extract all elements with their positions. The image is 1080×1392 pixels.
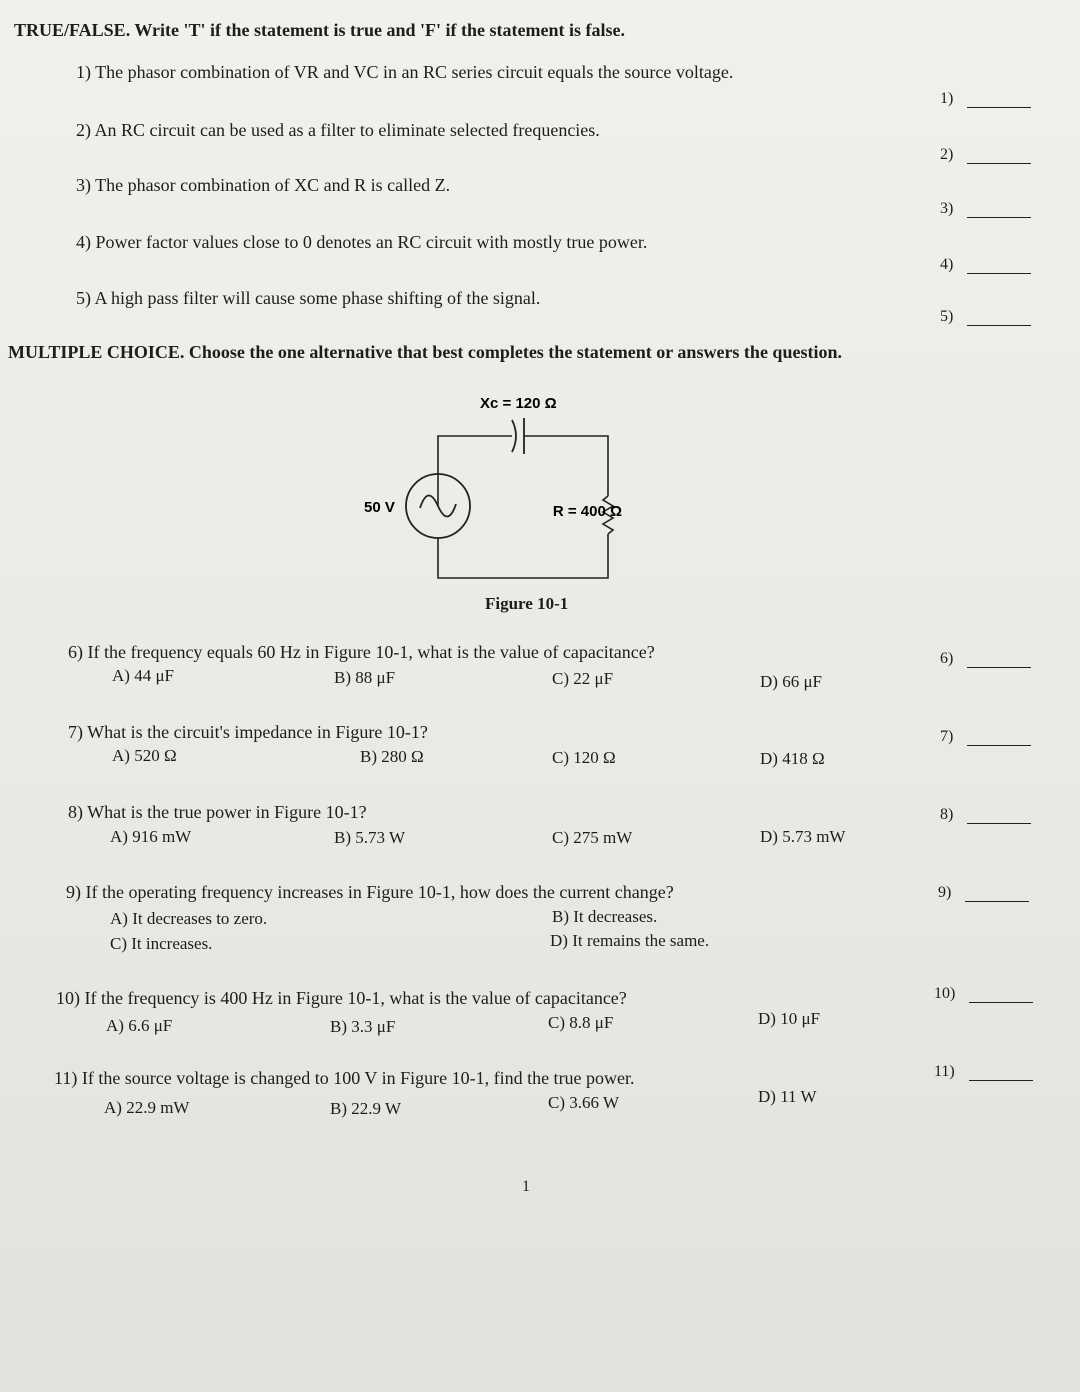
- option-b[interactable]: B) 5.73 W: [334, 828, 405, 847]
- tf-answer-1[interactable]: [940, 90, 1031, 108]
- mc-answer-9[interactable]: [938, 884, 1029, 902]
- answer-blank[interactable]: [967, 655, 1031, 668]
- xc-label: Xc = 120 Ω: [480, 395, 557, 412]
- option-b[interactable]: B) 3.3 μF: [330, 1017, 396, 1036]
- multiple-choice-heading: MULTIPLE CHOICE. Choose the one alternative that best completes the statement or answers the question.: [8, 342, 842, 362]
- tf-question-2: 2) An RC circuit can be used as a filter to eliminate selected frequencies.: [76, 120, 600, 140]
- option-a[interactable]: A) It decreases to zero.: [110, 909, 268, 928]
- option-d[interactable]: D) It remains the same.: [550, 931, 710, 950]
- answer-blank[interactable]: [969, 1068, 1033, 1081]
- mc-answer-7[interactable]: [940, 728, 1031, 746]
- mc-answer-11[interactable]: [934, 1063, 1033, 1081]
- page-number: 1: [522, 1178, 530, 1195]
- answer-number: 1): [940, 90, 954, 107]
- option-b[interactable]: B) It decreases.: [552, 907, 658, 926]
- mc-question-6: 6) If the frequency equals 60 Hz in Figure 10-1, what is the value of capacitance?: [68, 642, 655, 662]
- mc-answer-6[interactable]: [940, 650, 1031, 668]
- answer-number: 5): [940, 308, 954, 325]
- option-b[interactable]: B) 22.9 W: [330, 1099, 401, 1118]
- option-d[interactable]: D) 11 W: [758, 1087, 817, 1106]
- option-d[interactable]: D) 5.73 mW: [760, 827, 846, 846]
- option-d[interactable]: D) 10 μF: [758, 1009, 821, 1028]
- answer-blank[interactable]: [967, 261, 1031, 274]
- option-a[interactable]: A) 22.9 mW: [104, 1098, 190, 1117]
- option-a[interactable]: A) 6.6 μF: [106, 1016, 173, 1035]
- tf-question-5: 5) A high pass filter will cause some phase shifting of the signal.: [76, 288, 541, 308]
- option-a[interactable]: A) 520 Ω: [112, 746, 177, 765]
- answer-number: 8): [940, 806, 954, 823]
- option-c[interactable]: C) 8.8 μF: [548, 1013, 614, 1032]
- answer-blank[interactable]: [969, 990, 1033, 1003]
- mc-answer-8[interactable]: [940, 806, 1031, 824]
- answer-number: 6): [940, 650, 954, 667]
- answer-number: 7): [940, 728, 954, 745]
- option-d[interactable]: D) 66 μF: [760, 672, 823, 691]
- answer-blank[interactable]: [967, 95, 1031, 108]
- capacitor-curved-plate: [512, 420, 516, 452]
- answer-number: 11): [934, 1063, 955, 1080]
- mc-question-7: 7) What is the circuit's impedance in Figure 10-1?: [68, 722, 428, 742]
- answer-blank[interactable]: [967, 151, 1031, 164]
- tf-answer-2[interactable]: [940, 146, 1031, 164]
- tf-answer-4[interactable]: [940, 256, 1031, 274]
- answer-blank[interactable]: [965, 889, 1029, 902]
- circuit-figure: [360, 388, 630, 588]
- option-c[interactable]: C) 22 μF: [552, 669, 614, 688]
- tf-question-1: 1) The phasor combination of VR and VC in an RC series circuit equals the source voltage.: [76, 62, 734, 82]
- option-c[interactable]: C) 3.66 W: [548, 1093, 619, 1112]
- wire-top-left: [438, 436, 512, 506]
- answer-blank[interactable]: [967, 733, 1031, 746]
- option-c[interactable]: C) 120 Ω: [552, 748, 616, 767]
- mc-answer-10[interactable]: [934, 985, 1033, 1003]
- wire-top-right: [524, 436, 608, 496]
- figure-caption: Figure 10-1: [485, 594, 569, 613]
- option-c[interactable]: C) 275 mW: [552, 828, 633, 847]
- mc-question-9: 9) If the operating frequency increases in Figure 10-1, how does the current change?: [66, 882, 674, 902]
- answer-number: 4): [940, 256, 954, 273]
- answer-number: 3): [940, 200, 954, 217]
- mc-question-8: 8) What is the true power in Figure 10-1?: [68, 802, 367, 822]
- tf-answer-3[interactable]: [940, 200, 1031, 218]
- option-a[interactable]: A) 916 mW: [110, 827, 192, 846]
- option-a[interactable]: A) 44 μF: [112, 666, 175, 685]
- option-b[interactable]: B) 280 Ω: [360, 747, 424, 766]
- answer-blank[interactable]: [967, 811, 1031, 824]
- mc-question-10: 10) If the frequency is 400 Hz in Figure 10-1, what is the value of capacitance?: [56, 988, 627, 1008]
- answer-blank[interactable]: [967, 205, 1031, 218]
- resistor-label: R = 400 Ω: [552, 503, 622, 520]
- tf-answer-5[interactable]: [940, 308, 1031, 326]
- option-c[interactable]: C) It increases.: [110, 934, 213, 953]
- answer-number: 2): [940, 146, 954, 163]
- answer-number: 10): [934, 985, 956, 1002]
- true-false-heading: TRUE/FALSE. Write 'T' if the statement is true and 'F' if the statement is false.: [14, 20, 625, 40]
- option-b[interactable]: B) 88 μF: [334, 668, 396, 687]
- tf-question-4: 4) Power factor values close to 0 denotes an RC circuit with mostly true power.: [76, 232, 648, 252]
- answer-blank[interactable]: [967, 313, 1031, 326]
- option-d[interactable]: D) 418 Ω: [760, 749, 825, 768]
- source-label: 50 V: [364, 499, 395, 516]
- answer-number: 9): [938, 884, 952, 901]
- tf-question-3: 3) The phasor combination of XC and R is called Z.: [76, 175, 451, 195]
- wire-bottom: [438, 534, 608, 578]
- mc-question-11: 11) If the source voltage is changed to 100 V in Figure 10-1, find the true power.: [54, 1068, 635, 1088]
